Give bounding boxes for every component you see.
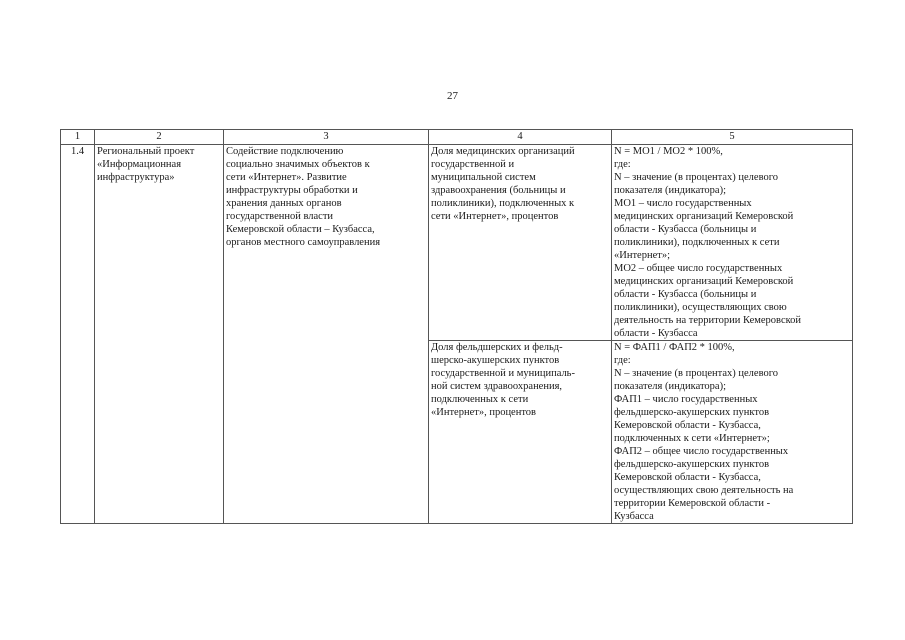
page-number: 27	[447, 90, 458, 102]
header-row	[61, 130, 853, 145]
indicator-name: Доля фельдшерских и фельд- шерско-акушерских пунктов государственной и муниципаль- ной систем здравоохранения, подключенных к сети «Интернет», процентов	[429, 341, 612, 524]
header-col-2: 2	[95, 130, 224, 145]
header-col-4: 4	[429, 130, 612, 145]
header-col-1: 1	[61, 130, 95, 145]
row-number: 1.4	[61, 145, 95, 524]
header-col-3: 3	[224, 130, 429, 145]
table-row	[61, 145, 853, 341]
indicator-formula: N = ФАП1 / ФАП2 * 100%, где: N – значение (в процентах) целевого показателя (индикатора); ФАП1 – число государственных фельдшерско-акушерских пунктов Кемеровской области - Кузбасса, подключенных к сети «Интернет»; ФАП2 – общее число государственных фельдшерско-акушерских пунктов Кемеровской области - Кузбасса, осуществляющих свою деятельность на территории Кемеровской области - Кузбасса	[612, 341, 853, 524]
indicator-formula: N = МО1 / МО2 * 100%, где: N – значение (в процентах) целевого показателя (индикатора); МО1 – число государственных медицинских организаций Кемеровской области - Кузбасса (больницы и поликлиники), подключенных к сети «Интернет»; МО2 – общее число государственных медицинских организаций Кемеровской области - Кузбасса (больницы и поликлиники), осуществляющих свою деятельность на территории Кемеровской области - Кузбасса	[612, 145, 853, 341]
activity-description: Содействие подключению социально значимых объектов к сети «Интернет». Развитие инфраструктуры обработки и хранения данных органов государственной власти Кемеровской области – Кузбасса, органов местного самоуправления	[224, 145, 429, 524]
indicator-table	[60, 129, 853, 524]
indicator-name: Доля медицинских организаций государственной и муниципальной систем здравоохранения (больницы и поликлиники), подключенных к сети «Интернет», процентов	[429, 145, 612, 341]
project-name: Региональный проект «Информационная инфраструктура»	[95, 145, 224, 524]
header-col-5: 5	[612, 130, 853, 145]
